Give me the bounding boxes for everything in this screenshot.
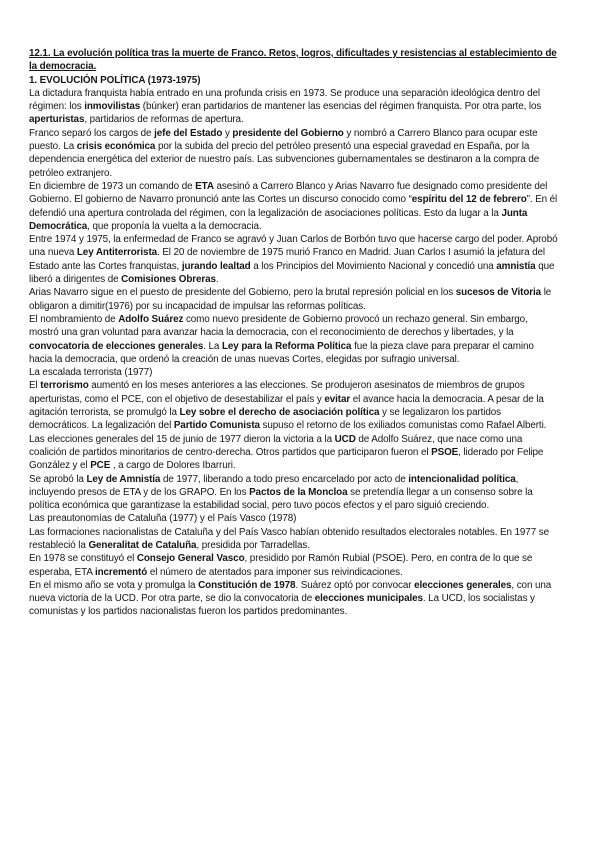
paragraph: [29, 180, 558, 233]
bold-term: jurando lealtad: [181, 260, 251, 272]
text-run: supuso el retorno de los exiliados comunistas como Rafael Alberti.: [259, 420, 547, 432]
text-run: . La: [203, 340, 222, 352]
bold-term: sucesos de Vitoria: [455, 287, 542, 299]
bold-term: Generalitat de Cataluña: [88, 539, 197, 551]
text-run: , incluyendo presos de ETA y de los GRAPO. En los: [29, 473, 519, 498]
bold-term: evitar: [324, 393, 351, 405]
text-run: .: [215, 274, 219, 286]
text-run: el número de atentados para imponer sus reivindicaciones.: [147, 566, 403, 578]
text-run: En 1978 se constituyó el: [29, 553, 137, 565]
bold-term: elecciones generales: [414, 579, 512, 591]
paragraph: [29, 512, 558, 525]
text-run: de Adolfo Suárez, que nace como una coalición de partidos minoritarios de centro-derecha. Otros partidos que participaron fueron el: [29, 433, 523, 458]
text-run: de 1977, liberando a todo preso encarcelado por acto de: [160, 473, 409, 485]
text-run: , presidido por Ramón Rubial (PSOE). Pero, en contra de lo que se esperaba, ETA: [29, 553, 533, 578]
text-run: . La UCD, los socialistas y comunistas y los partidos nacionalistas fueron los partidos predominantes.: [29, 593, 535, 618]
paragraph: [29, 552, 558, 579]
bold-term: Ley sobre el derecho de asociación política: [179, 407, 380, 419]
text-run: , con una nueva victoria de la UCD. Por otra parte, se dio la convocatoria de: [29, 579, 552, 605]
text-run: por la subida del precio del petróleo presentó una especial gravedad en España, por la dependencia energética del exterior de nuestro país. Las subvenciones gubernamentales se destinaron a la compra de petróleo extranjero.: [29, 141, 540, 179]
text-run: ”. En él defendió una apertura controlada del régimen, con la legalización de asociaciones políticas. Esto da lugar a la: [29, 194, 558, 219]
text-run: a los Principios del Movimiento Nacional y concedió una: [250, 260, 497, 272]
text-run: (búnker) eran partidarios de mantener las esencias del régimen franquista. Por otra parte, los: [140, 101, 542, 113]
paragraph: [29, 313, 558, 366]
paragraph: [29, 127, 558, 180]
text-run: asesinó a Carrero Blanco y Arias Navarro fue designado como presidente del Gobierno. El gobierno de Navarro pronunció ante las Cortes un discurso conocido como “: [29, 180, 548, 206]
paragraph: [29, 579, 558, 619]
text-run: En el mismo año se vota y promulga la: [29, 579, 199, 591]
text-run: La dictadura franquista había entrado en una profunda crisis en 1973. Se produce una separación ideológica dentro del régimen: los: [29, 87, 540, 113]
text-run: y se legalizaron los partidos democráticos. La legalización del: [29, 407, 502, 432]
bold-term: espíritu del 12 de febrero: [411, 194, 527, 206]
bold-term: PSOE: [431, 446, 459, 458]
bold-term: Ley de Amnistía: [86, 473, 161, 485]
text-run: que liberó a dirigentes de: [29, 260, 555, 286]
text-run: El: [29, 380, 41, 392]
text-run: , liderado por Felipe González y el: [29, 446, 544, 472]
paragraph: [29, 233, 558, 286]
text-run: como nuevo presidente de Gobierno provocó un rechazo general. Sin embargo, mostró una gran voluntad para avanzar hacia la democracia, con el reconocimiento de derechos y libertades, y la: [29, 313, 528, 339]
bold-term: UCD: [334, 433, 356, 445]
bold-term: aperturistas: [29, 114, 85, 126]
paragraph: [29, 473, 558, 513]
text-run: fue la pieza clave para preparar el camino hacia la democracia, que ordenó la creación de unas nuevas Cortes, elegidas por sufragio universal.: [29, 340, 534, 365]
bold-term: intencionalidad política: [408, 473, 516, 485]
text-run: aumentó en los meses anteriores a las elecciones. Se produjeron asesinatos de miembros de grupos aperturistas, como el PCE, con el objetivo de desestabilizar el país y: [29, 380, 525, 405]
bold-term: Partido Comunista: [173, 420, 260, 432]
text-run: Las elecciones generales del 15 de junio de 1977 dieron la victoria a la: [29, 433, 335, 445]
paragraph: [29, 87, 558, 127]
bold-term: Comisiones Obreras: [121, 274, 216, 286]
text-run: Arias Navarro sigue en el puesto de presidente del Gobierno, pero la brutal represión policial en los: [29, 287, 456, 299]
bold-term: Consejo General Vasco: [136, 553, 245, 565]
section-heading: 1. EVOLUCIÓN POLÍTICA (1973-1975): [29, 74, 201, 86]
bold-term: inmovilistas: [84, 101, 141, 113]
bold-term: amnistía: [496, 260, 536, 272]
bold-term: Constitución de 1978: [198, 579, 296, 591]
text-run: Las formaciones nacionalistas de Cataluña y del País Vasco habían obtenido resultados electorales notables. En 1977 se restableció la: [29, 526, 549, 551]
text-run: , a cargo de Dolores Ibarruri.: [110, 460, 236, 472]
text-run: Entre 1974 y 1975, la enfermedad de Franco se agravó y Juan Carlos de Borbón tuvo que hacerse cargo del poder. Aprobó una nueva: [29, 234, 558, 259]
bold-term: Junta Democrática: [29, 207, 528, 232]
text-run: En diciembre de 1973 un comando de: [29, 180, 196, 192]
text-run: La escalada terrorista (1977): [29, 367, 153, 379]
text-run: El nombramiento de: [29, 313, 119, 325]
text-run: , presidida por Tarradellas.: [196, 539, 310, 551]
bold-term: Pactos de la Moncloa: [249, 486, 348, 498]
paragraph: [29, 286, 558, 313]
text-run: el avance hacia la democracia. A pesar de la agitación terrorista, se promulgó la: [29, 393, 544, 419]
text-run: , que proponía la vuelta a la democracia.: [87, 220, 262, 232]
bold-term: ETA: [195, 180, 214, 192]
text-run: , partidarios de reformas de apertura.: [84, 114, 244, 126]
paragraph: [29, 433, 558, 473]
text-run: y nombró a Carrero Blanco para ocupar este puesto. La: [29, 127, 538, 153]
bold-term: incrementó: [94, 566, 148, 578]
bold-term: crisis económica: [76, 141, 156, 153]
paragraph: [29, 366, 558, 379]
bold-term: jefe del Estado: [154, 127, 223, 139]
bold-term: terrorismo: [40, 380, 89, 392]
text-run: . El 20 de noviembre de 1975 murió Franco en Madrid. Juan Carlos I asumió la jefatura del Estado ante las Cortes franquistas,: [29, 247, 545, 272]
paragraph: [29, 379, 558, 432]
document-title: 12.1. La evolución política tras la muerte de Franco. Retos, logros, dificultades y resistencias al establecimiento de la democracia.: [29, 48, 557, 73]
bold-term: Adolfo Suárez: [118, 313, 184, 325]
bold-term: PCE: [90, 460, 111, 472]
bold-term: Ley Antiterrorista: [76, 247, 158, 259]
bold-term: Ley para la Reforma Política: [221, 340, 352, 352]
text-run: Las preautonomías de Cataluña (1977) y el País Vasco (1978): [29, 513, 297, 525]
document-body: [29, 87, 558, 619]
text-run: le obligaron a dimitir(1976) por su incapacidad de impulsar las reformas políticas.: [29, 287, 552, 312]
bold-term: convocatoria de elecciones generales: [29, 340, 204, 352]
text-run: Se aprobó la: [29, 473, 87, 485]
text-run: se pretendía llegar a un consenso sobre la política económica que garantizase la estabilidad social, pero tuvo pocos efectos y el paro siguió creciendo.: [29, 486, 533, 512]
text-run: y: [222, 127, 233, 139]
bold-term: presidente del Gobierno: [232, 127, 344, 139]
text-run: . Suárez optó por convocar: [295, 579, 415, 591]
text-run: Franco separó los cargos de: [29, 127, 155, 139]
paragraph: [29, 526, 558, 553]
bold-term: elecciones municipales: [314, 593, 423, 605]
